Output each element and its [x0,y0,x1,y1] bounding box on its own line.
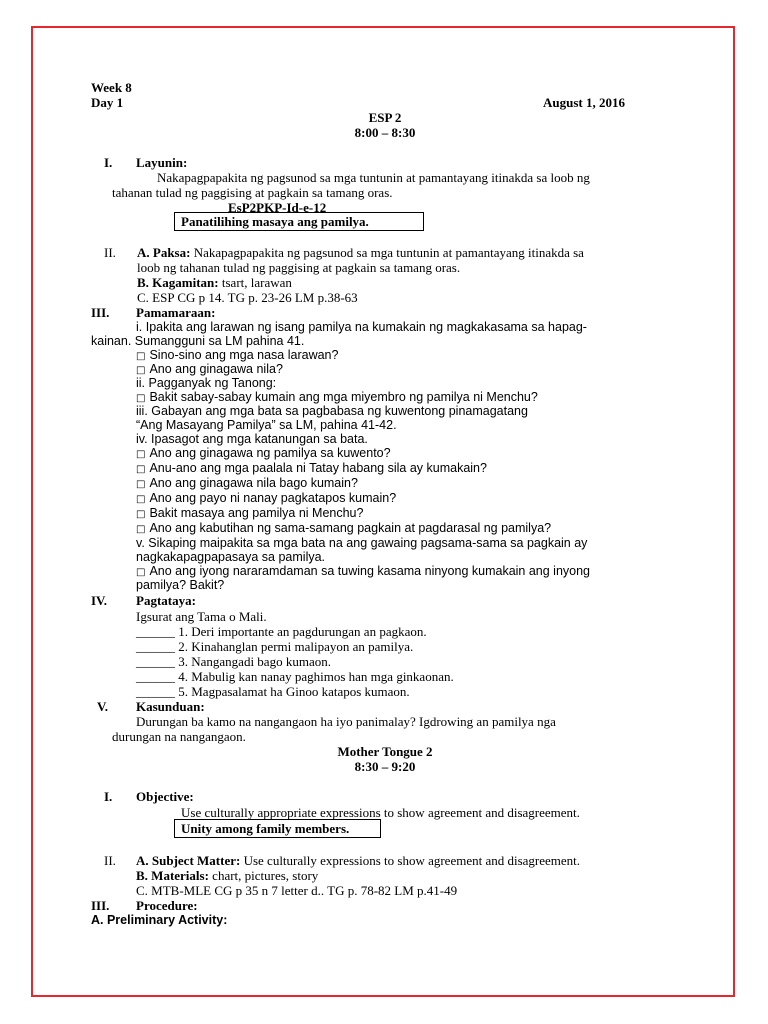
subject-matter-num: II. [104,853,116,868]
mt-subject: Mother Tongue 2 [337,744,433,759]
paksa-line [137,245,584,260]
checkbox-icon: □ [136,351,146,362]
reference-text: C. MTB-MLE CG p 35 n 7 letter d.. TG p. 78-82 LM p.41-49 [136,883,458,898]
date-label: August 1, 2016 [543,95,625,110]
checkbox-icon: □ [136,567,146,578]
preliminary-activity: A. Preliminary Activity: [91,913,228,927]
paksa-text-2: loob ng tahanan tulad ng paggising at pagkain sa tamang oras. [137,260,461,275]
layunin-num: I. [104,155,113,170]
question-text: Sino-sino ang mga nasa larawan? [149,348,339,362]
objective-text: Use culturally appropriate expressions to show agreement and disagreement. [181,805,580,820]
pamamaraan-step: “Ang Masayang Pamilya” sa LM, pahina 41-42. [136,418,397,432]
assessment-item: ______ 2. Kinahanglan permi malipayon an pamilya. [136,639,414,654]
checkbox-icon: □ [136,479,146,490]
kagamitan-text: tsart, larawan [221,275,292,290]
checkbox-icon: □ [136,494,146,505]
paksa-label: A. Paksa: [137,245,191,260]
question-item [136,461,487,477]
question-text: Ano ang ginagawa ng pamilya sa kuwento? [149,446,391,460]
checkbox-icon: □ [136,524,146,535]
mt-time: 8:30 – 9:20 [354,759,416,774]
subject-matter-text: Use culturally expressions to show agreement and disagreement. [243,853,581,868]
assessment-item: ______ 5. Magpasalamat ha Ginoo katapos kumaon. [136,684,410,699]
week-label: Week 8 [91,80,132,95]
pamamaraan-step: pamilya? Bakit? [136,578,225,592]
question-item [136,491,396,507]
pagtataya-num: IV. [91,593,108,608]
question-text: Ano ang ginagawa nila bago kumain? [149,476,358,490]
assessment-item: ______ 4. Mabulig kan nanay paghimos han mga ginkaonan. [136,669,454,684]
objective-num: I. [104,789,113,804]
question-text: Ano ang iyong nararamdaman sa tuwing kasama ninyong kumakain ang inyong [149,564,591,578]
layunin-label: Layunin: [136,155,188,170]
question-text: Anu-ano ang mga paalala ni Tatay habang sila ay kumakain? [149,461,487,475]
procedure-num: III. [91,898,110,913]
kasunduan-text-2: durungan na nangangaon. [112,729,246,744]
question-item [136,506,363,522]
objective-label: Objective: [136,789,194,804]
paksa-text: Nakapagpapakita ng pagsunod sa mga tuntunin at pamantayang itinakda sa [193,245,584,260]
competency-code: EsP2PKP-Id-e-12 [228,200,327,215]
pagtataya-label: Pagtataya: [136,593,196,608]
mt-value-box: Unity among family members. [174,819,381,838]
esp-subject: ESP 2 [368,110,402,125]
kasunduan-num: V. [97,699,108,714]
esp-time: 8:00 – 8:30 [354,125,416,140]
pamamaraan-label: Pamamaraan: [136,305,216,320]
kagamitan-line [137,275,292,290]
subject-matter-line [136,853,580,868]
pamamaraan-step: iv. Ipasagot ang mga katanungan sa bata. [136,432,368,446]
pamamaraan-step: i. Ipakita ang larawan ng isang pamilya na kumakain ng magkakasama sa hapag- [136,320,587,334]
materials-label: B. Materials: [136,868,209,883]
question-item [136,521,551,537]
assessment-item: ______ 1. Deri importante an pagdurungan an pagkaon. [136,624,427,639]
question-item [136,476,358,492]
layunin-text: Nakapagpapakita ng pagsunod sa mga tuntunin at pamantayang itinakda sa loob ng [157,170,590,185]
checkbox-icon: □ [136,449,146,460]
question-item [136,446,391,462]
pamamaraan-num: III. [91,305,110,320]
materials-text: chart, pictures, story [212,868,319,883]
subject-matter-label: A. Subject Matter: [136,853,241,868]
pagtataya-instruction: Igsurat ang Tama o Mali. [136,609,267,624]
checkbox-icon: □ [136,365,146,376]
kasunduan-text: Durungan ba kamo na nangangaon ha iyo panimalay? Igdrowing an pamilya nga [136,714,556,729]
checkbox-icon: □ [136,509,146,520]
sanggunian-text: C. ESP CG p 14. TG p. 23-26 LM p.38-63 [137,290,358,305]
question-text: Bakit sabay-sabay kumain ang mga miyembro ng pamilya ni Menchu? [149,390,538,404]
materials-line [136,868,318,883]
esp-value-box: Panatilihing masaya ang pamilya. [174,212,424,231]
pamamaraan-step: v. Sikaping maipakita sa mga bata na ang gawaing pagsama-sama sa pagkain ay [136,536,588,550]
assessment-item: ______ 3. Nangangadi bago kumaon. [136,654,331,669]
kasunduan-label: Kasunduan: [136,699,205,714]
checkbox-icon: □ [136,464,146,475]
pamamaraan-step: ii. Pagganyak ng Tanong: [136,376,277,390]
question-text: Bakit masaya ang pamilya ni Menchu? [149,506,364,520]
procedure-label: Procedure: [136,898,198,913]
pamamaraan-step: nagkakapagpapasaya sa pamilya. [136,550,326,564]
pamamaraan-step: kainan. Sumangguni sa LM pahina 41. [91,334,305,348]
question-text: Ano ang ginagawa nila? [149,362,283,376]
checkbox-icon: □ [136,393,146,404]
day-label: Day 1 [91,95,124,110]
question-text: Ano ang kabutihan ng sama-samang pagkain at pagdarasal ng pamilya? [149,521,552,535]
question-text: Ano ang payo ni nanay pagkatapos kumain? [149,491,397,505]
kagamitan-label: B. Kagamitan: [137,275,219,290]
layunin-text-2: tahanan tulad ng paggising at pagkain sa tamang oras. [112,185,393,200]
paksa-num: II. [104,245,116,260]
pamamaraan-step: iii. Gabayan ang mga bata sa pagbabasa ng kuwentong pinamagatang [136,404,528,418]
